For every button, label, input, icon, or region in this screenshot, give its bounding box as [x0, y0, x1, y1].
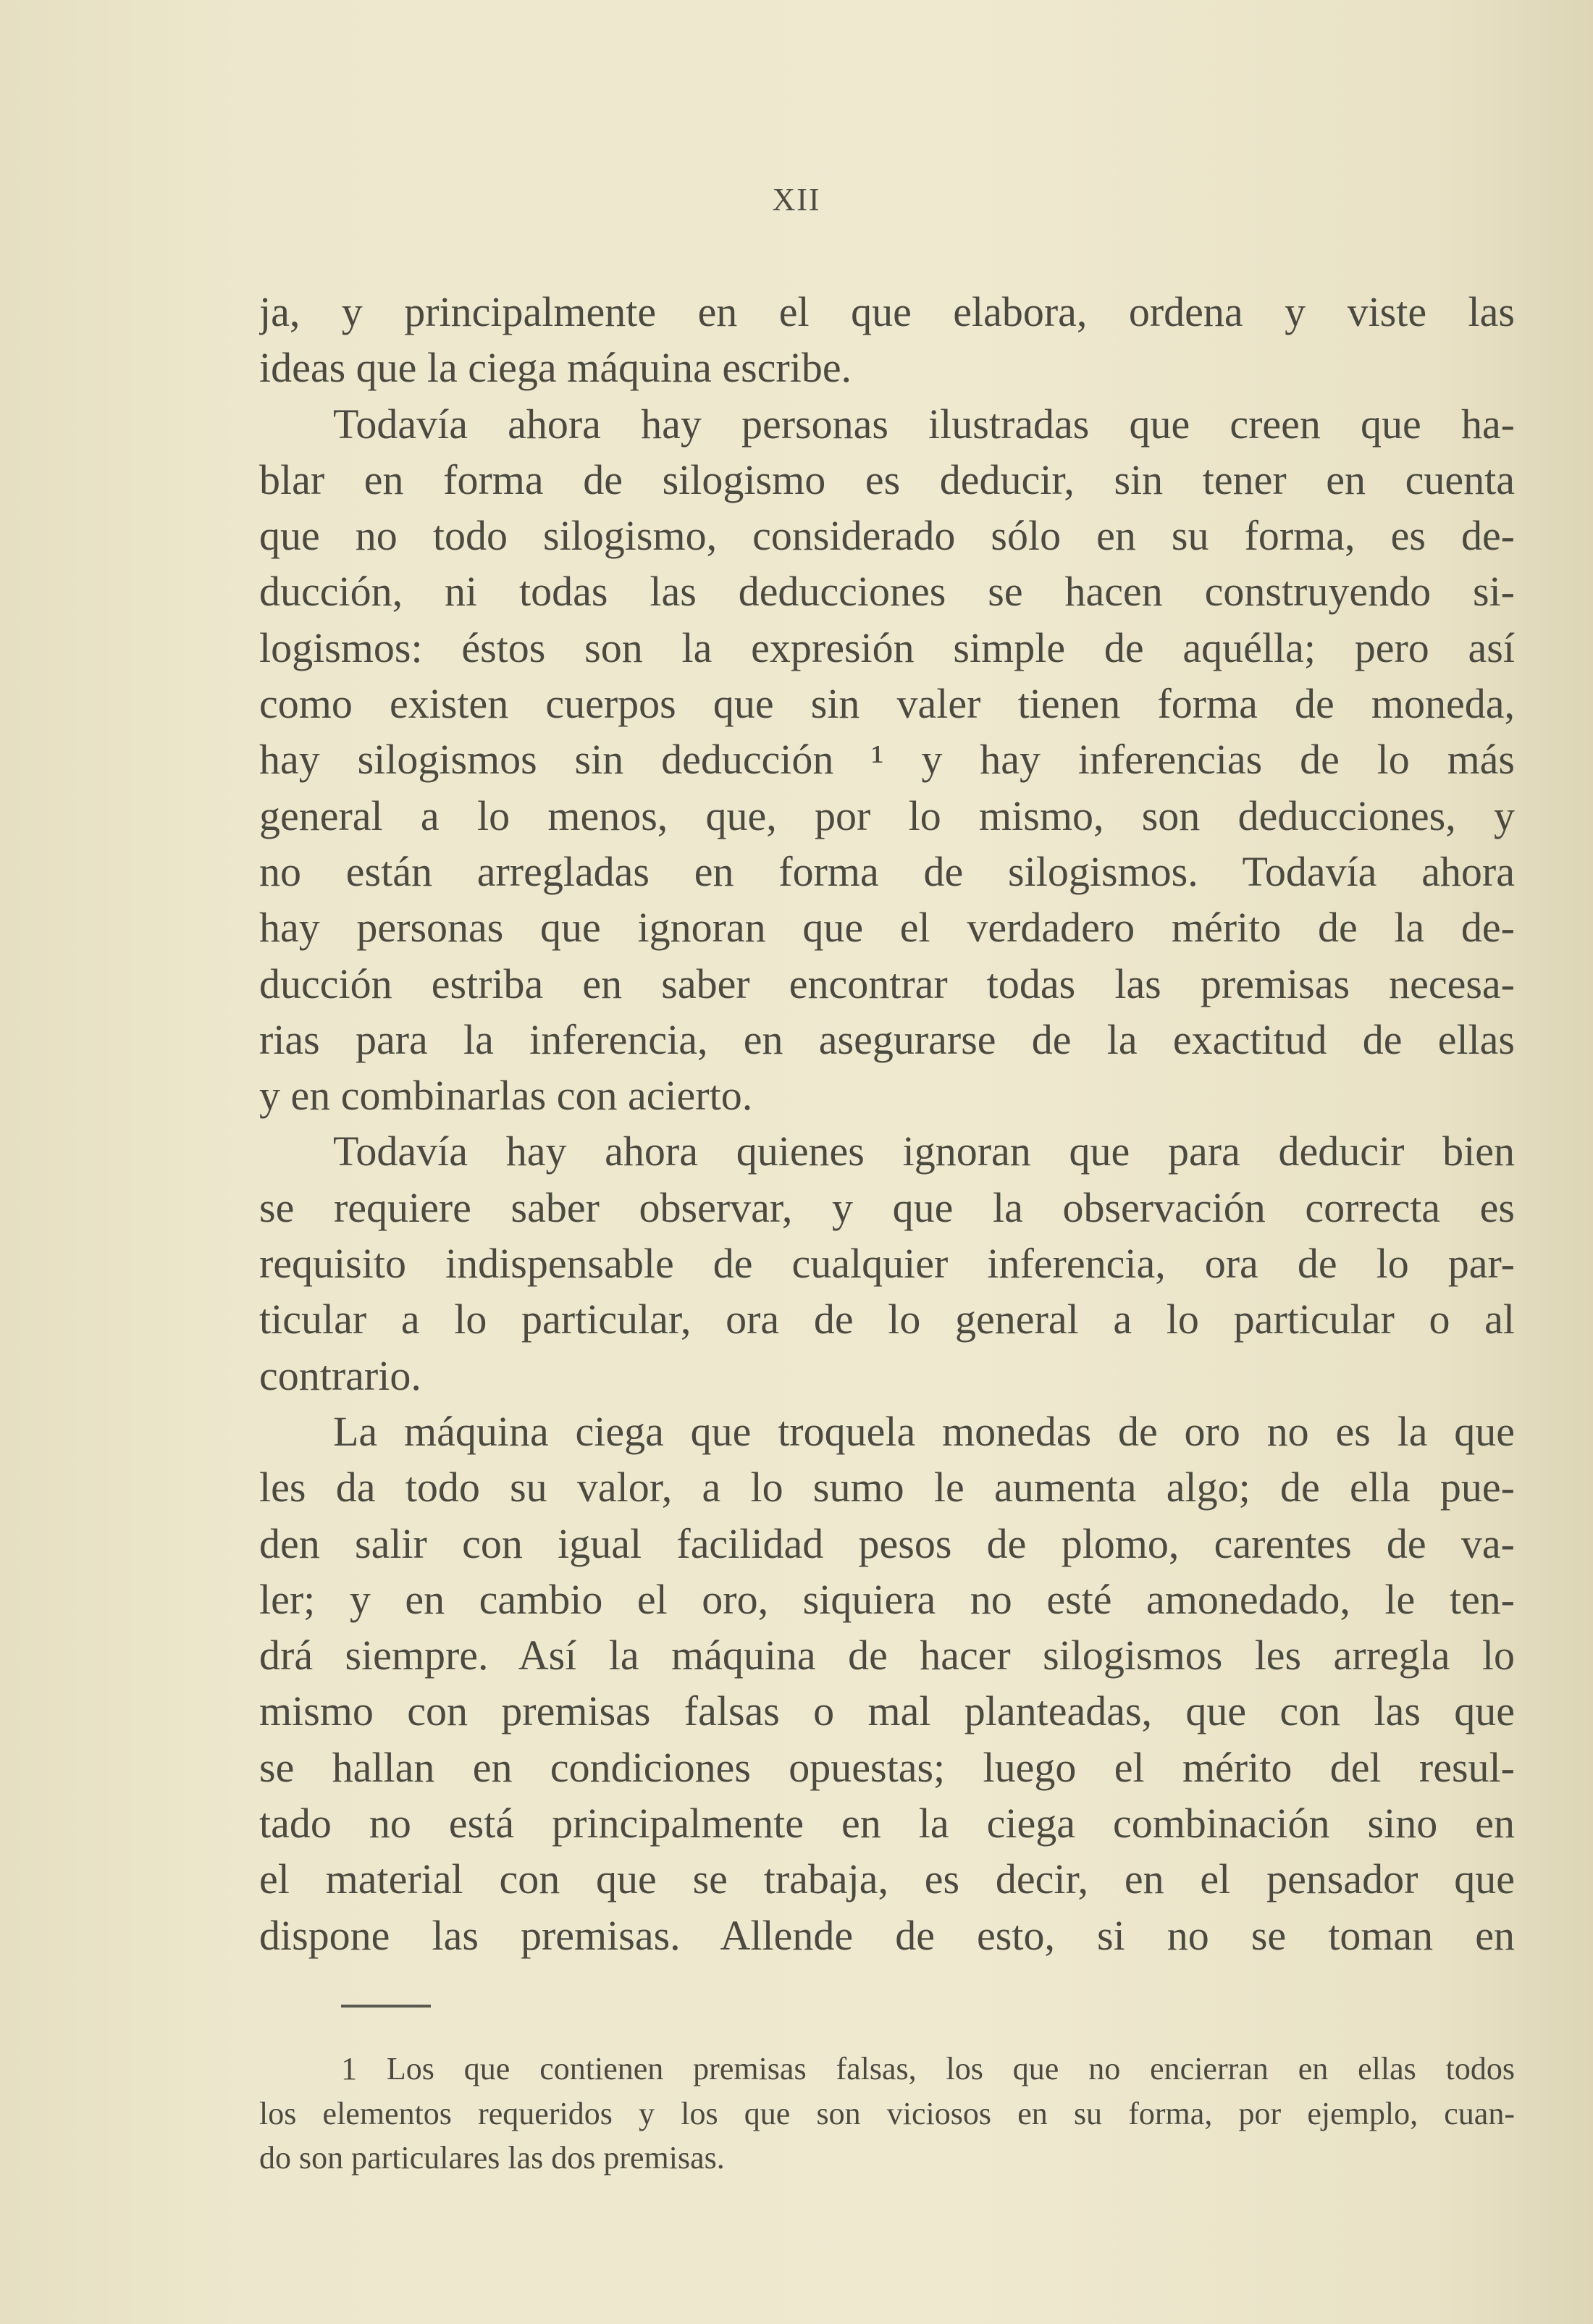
body-text [259, 284, 1515, 1963]
text-line: ler; y en cambio el oro, siquiera no esté amonedado, le ten- [259, 1575, 1515, 1623]
text-line: drá siempre. Así la máquina de hacer silogismos les arregla lo [259, 1632, 1515, 1679]
footnote-line: 1 Los que contienen premisas falsas, los que no encierran en ellas todos [341, 2051, 1515, 2086]
text-line: den salir con igual facilidad pesos de plomo, carentes de va- [259, 1519, 1515, 1567]
text-line: hay silogismos sin deducción ¹ y hay inferencias de lo más [259, 736, 1515, 784]
text-line: ideas que la ciega máquina escribe. [259, 344, 852, 392]
text-line: requisito indispensable de cualquier inferencia, ora de lo par- [259, 1240, 1515, 1288]
text-line: dispone las premisas. Allende de esto, si no se toman en [259, 1911, 1515, 1959]
text-line: se requiere saber observar, y que la observación correcta es [259, 1183, 1515, 1231]
page-number: XII [772, 182, 821, 217]
text-line: ducción estriba en saber encontrar todas las premisas necesa- [259, 960, 1515, 1007]
text-line: general a lo menos, que, por lo mismo, son deducciones, y [259, 792, 1515, 839]
text-line: mismo con premisas falsas o mal planteadas, que con las que [259, 1687, 1515, 1735]
text-line: Todavía hay ahora quienes ignoran que para deducir bien [333, 1128, 1515, 1175]
text-line: les da todo su valor, a lo sumo le aumenta algo; de ella pue- [259, 1464, 1515, 1511]
text-line: Todavía ahora hay personas ilustradas que creen que ha- [333, 400, 1515, 448]
footnotes [259, 2047, 1515, 2181]
footnote-line: los elementos requeridos y los que son viciosos en su forma, por ejemplo, cuan- [259, 2095, 1515, 2131]
text-line: La máquina ciega que troquela monedas de oro no es la que [333, 1407, 1515, 1455]
text-line: ducción, ni todas las deducciones se hacen construyendo si- [259, 568, 1515, 616]
footnote-line: do son particulares las dos premisas. [259, 2140, 725, 2176]
text-line: ticular a lo particular, ora de lo general a lo particular o al [259, 1296, 1515, 1343]
text-line: logismos: éstos son la expresión simple de aquélla; pero así [259, 624, 1515, 671]
text-line: no están arregladas en forma de silogismos. Todavía ahora [259, 847, 1515, 895]
footnote-divider [341, 2005, 431, 2008]
text-line: que no todo silogismo, considerado sólo en su forma, es de- [259, 512, 1515, 560]
text-line: ja, y principalmente en el que elabora, ordena y viste las [259, 288, 1515, 335]
text-line: blar en forma de silogismo es deducir, sin tener en cuenta [259, 456, 1515, 503]
text-line: contrario. [259, 1351, 421, 1399]
text-line: se hallan en condiciones opuestas; luego el mérito del resul- [259, 1743, 1515, 1791]
text-line: y en combinarlas con acierto. [259, 1072, 753, 1120]
text-line: rias para la inferencia, en asegurarse de la exactitud de ellas [259, 1015, 1515, 1063]
text-line: tado no está principalmente en la ciega combinación sino en [259, 1800, 1515, 1847]
text-line: el material con que se trabaja, es decir, en el pensador que [259, 1855, 1515, 1903]
text-line: hay personas que ignoran que el verdadero mérito de la de- [259, 904, 1515, 952]
text-line: como existen cuerpos que sin valer tienen forma de moneda, [259, 680, 1515, 728]
